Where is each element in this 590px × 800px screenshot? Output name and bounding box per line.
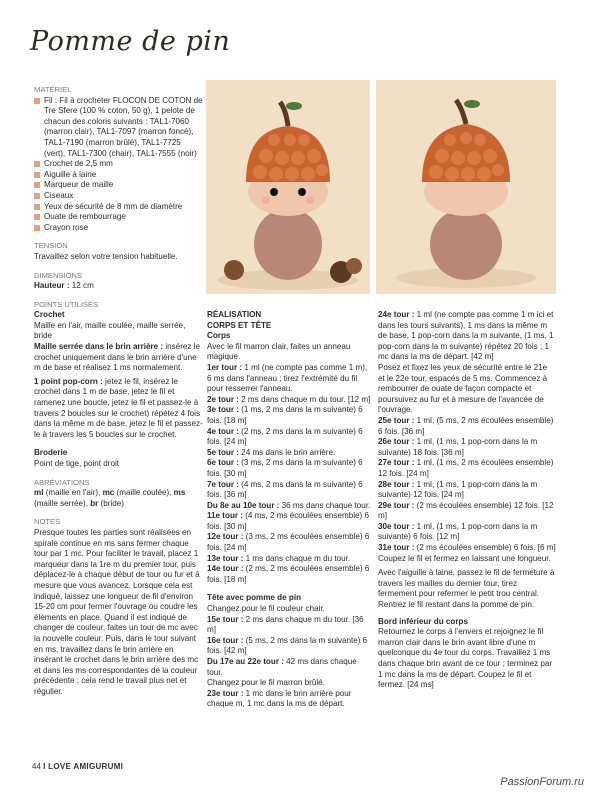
bullet-icon [34, 98, 40, 104]
corps-subheading: Corps [207, 331, 231, 341]
abreviations-heading: ABRÉVIATIONS [34, 477, 90, 487]
photo-back [376, 80, 556, 294]
bullet-icon [34, 225, 40, 231]
round-row: 15e tour : 2 ms dans chaque m du tour. [36 m] [207, 614, 364, 635]
round-row: 7e tour : (4 ms, 2 ms dans la m suivante) 6 fois. [36 m] [207, 479, 363, 500]
corps-intro: Avec le fil marron clair, faites un anneau magique. [207, 341, 351, 362]
round-row: 30e tour : 1 ml, (1 ms, 1 pop-corn dans la m suivante) 6 fois. [12 m] [378, 521, 538, 542]
round-row: 31e tour : (2 ms écoulées ensemble) 6 fois. [6 m] [378, 543, 556, 553]
round-row: 6e tour : (3 ms, 2 ms dans la m suivante) 6 fois. [30 m] [207, 458, 363, 478]
list-item: Crochet de 2,5 mm [34, 159, 204, 170]
middle-column [207, 310, 373, 710]
dimensions-heading: DIMENSIONS [34, 270, 83, 280]
list-item: Marqueur de maille [34, 180, 204, 191]
tension-text: Travaillez selon votre tension habituelle. [34, 251, 178, 261]
list-item: Ciseaux [34, 191, 204, 202]
page-title: Pomme de pin [30, 26, 231, 57]
round-row: 25e tour : 1 ml, (5 ms, 2 ms écoulées ensemble) 6 fois. [36 m] [378, 415, 554, 436]
round-row: 29e tour : (2 ms écoulées ensemble) 12 fois. [12 m] [378, 500, 554, 521]
round-row: 5e tour : 24 ms dans le brin arrière. [207, 447, 336, 457]
points-heading: POINTS UTILISÉS [34, 299, 99, 309]
materiel-heading: MATÉRIEL [34, 85, 72, 94]
page-number: 44 [32, 762, 41, 771]
broderie-subheading: Broderie [34, 448, 68, 458]
tete-subheading: Tête avec pomme de pin [207, 593, 302, 603]
msba-text: Maille serrée dans le brin arrière : insérez le crochet uniquement dans le brin arrière d'une m de base et réalisez 1 ms normalement. [34, 342, 201, 373]
round-row: 4e tour : (2 ms, 2 ms dans la m suivante) 6 fois. [24 m] [207, 426, 363, 447]
crochet-text: Maille en l'air, maille coulée, maille serrée, bride [34, 320, 186, 341]
bullet-icon [34, 214, 40, 220]
round-row: 14e tour : (2 ms, 2 ms écoulées ensemble) 6 fois. [18 m] [207, 564, 370, 584]
bullet-icon [34, 193, 40, 199]
bullet-icon [34, 172, 40, 178]
photo-front [206, 80, 370, 294]
bullet-icon [34, 182, 40, 188]
round-row: Du 17e au 22e tour : 42 ms dans chaque tour. [207, 657, 357, 677]
corps-tete-heading: CORPS ET TÊTE [207, 320, 272, 330]
coupez-text: Coupez le fil et fermez en laissant une longueur. [378, 553, 551, 563]
tension-heading: TENSION [34, 241, 68, 251]
left-column [34, 85, 204, 697]
magazine-name: I LOVE AMIGURUMI [43, 762, 124, 771]
crochet-subheading: Crochet [34, 310, 65, 320]
bord-text: Retournez le corps à l'envers et rejoignez le fil marron clair dans le brin avant libre d'une m quelconque du 4e tour du corps. Travaillez 1 ms dans chaque brin avant de ce tour ; terminez par 1 mc dans la ms de départ. Coupez le fil et fermez. [24 ms] [378, 627, 553, 690]
list-item: Ouate de rembourrage [34, 212, 204, 223]
round-row: Du 8e au 10e tour : 36 ms dans chaque tour. [207, 500, 371, 510]
aiguille-text: Avec l'aiguille à laine, passez le fil de fermeture à travers les mailles du dernier tour, tirez fermement pour refermer le petit trou central. Rentrez le fil restant dans la pomme de pin. [378, 568, 555, 610]
round-row: 13e tour : 1 ms dans chaque m du tour. [207, 553, 351, 563]
round-row: 3e tour : (1 ms, 2 ms dans la m suivante) 6 fois. [18 m] [207, 405, 363, 425]
list-item: Yeux de sécurité de 8 mm de diamètre [34, 202, 204, 213]
round-row: 2e tour : 2 ms dans chaque m du tour. [12 m] [207, 394, 371, 404]
materiel-list [34, 96, 204, 234]
dimensions-text: Hauteur : 12 cm [34, 281, 94, 291]
popcorn-text: 1 point pop-corn : jetez le fil, insérez le crochet dans 1 m de base, jetez le fil et ramenez une boucle, jetez le fil et passez-le à travers 2 boucles sur le crochet) répétez 4 fois dans la même m de base, jetez le fil et passez-le à travers les 5 boucles sur le crochet. [34, 376, 203, 439]
color-change: Changez pour le fil marron brûlé. [207, 678, 325, 688]
broderie-text: Point de tige, point droit [34, 459, 120, 468]
round-row: 16e tour : (5 ms, 2 ms dans la m suivante) 6 fois. [42 m] [207, 635, 368, 656]
round-row: 27e tour : 1 ml, (1 ms, 2 ms écoulées ensemble) 12 fois. [24 m] [378, 458, 554, 478]
list-item: Fil : Fil à crocheter FLOCON DE COTON de Tre Sfere (100 % coton, 50 g), 1 pelote de chacun des coloris suivants : TAL1-7060 (marron clair), TAL1-7097 (marron foncé), TAL1-7190 (marron brûlé), TAL1-7725 (vert), TAL1-7300 (chair), TAL1-7555 (noir) [34, 96, 204, 160]
notes-heading: NOTES [34, 517, 61, 527]
list-item: Crayon rose [34, 223, 204, 234]
round-row: 23e tour : 1 mc dans le brin arrière pour chaque m, 1 mc dans la ms de départ. [207, 688, 352, 709]
round-row: 1er tour : 1 ml (ne compte pas comme 1 m), 6 ms dans l'anneau ; tirez l'extrémité du fil pour resserrer l'anneau. [207, 362, 368, 394]
round-row: 28e tour : 1 ml, (1 ms, 1 pop-corn dans la m suivante) 12 fois. [24 m] [378, 479, 538, 500]
round-row: 24e tour : 1 ml (ne compte pas comme 1 m ici et dans les tours suivants), 1 ms dans la même m de base, 1 pop-corn dans la m suivante, (1 ms, 1 pop-corn dans la m suivante) répétez 20 fois ; 1 mc dans la ms de départ. [42 m] [378, 310, 554, 362]
list-item: Aiguille à laine [34, 170, 204, 181]
round-row: 12e tour : (3 ms, 2 ms écoulées ensemble) 6 fois. [24 m] [207, 532, 370, 553]
abreviations-text: ml (maille en l'air), mc (maille coulée), ms (maille serrée), br (bride) [34, 488, 186, 508]
watermark: PassionForum.ru [500, 776, 584, 788]
bord-subheading: Bord inférieur du corps [378, 616, 468, 626]
round-row: 26e tour : 1 ml, (1 ms, 1 pop-corn dans la m suivante) 18 fois. [36 m] [378, 437, 538, 457]
round-row: 11e tour : (4 ms, 2 ms écoulées ensemble) 6 fois. [30 m] [207, 511, 369, 531]
tete-intro: Changez pour le fil couleur chair. [207, 604, 325, 614]
realisation-heading: RÉALISATION [207, 310, 262, 319]
right-column [378, 310, 556, 691]
bullet-icon [34, 161, 40, 167]
yeux-text: Posez et fixez les yeux de sécurité entre le 21e et le 22e tour, espacés de 5 ms. Commencez à rembourrer de ouate de façon compacte et poursuivez au fur et à mesure de l'avancée de l'ouvrage. [378, 362, 548, 415]
bullet-icon [34, 204, 40, 210]
notes-text: Presque toutes les parties sont réalisées en spirale continue en ms sans fermer chaque tour par 1 mc. Pour faciliter le travail, placez 1 marqueur dans la 1re m du premier tour, puis déplacez-le à chaque début de tour ou fur et à mesure que vous avancez. Lorsque cela est indiqué, laissez une longueur de fil d'environ 15-20 cm pour fermer l'ouvrage ou coudre les éléments en place. Quand il est indiqué de changer de couleur, faites un tour de mc avec la nouvelle couleur. Puis, dans le tour suivant en ms, travaillez dans le brin arrière en insérant le crochet dans le brin arrière des mc et dans les ms correspondantes de la couleur précédente ; cela rend le travail plus net et régulier. [34, 527, 200, 696]
page-footer [32, 762, 123, 771]
